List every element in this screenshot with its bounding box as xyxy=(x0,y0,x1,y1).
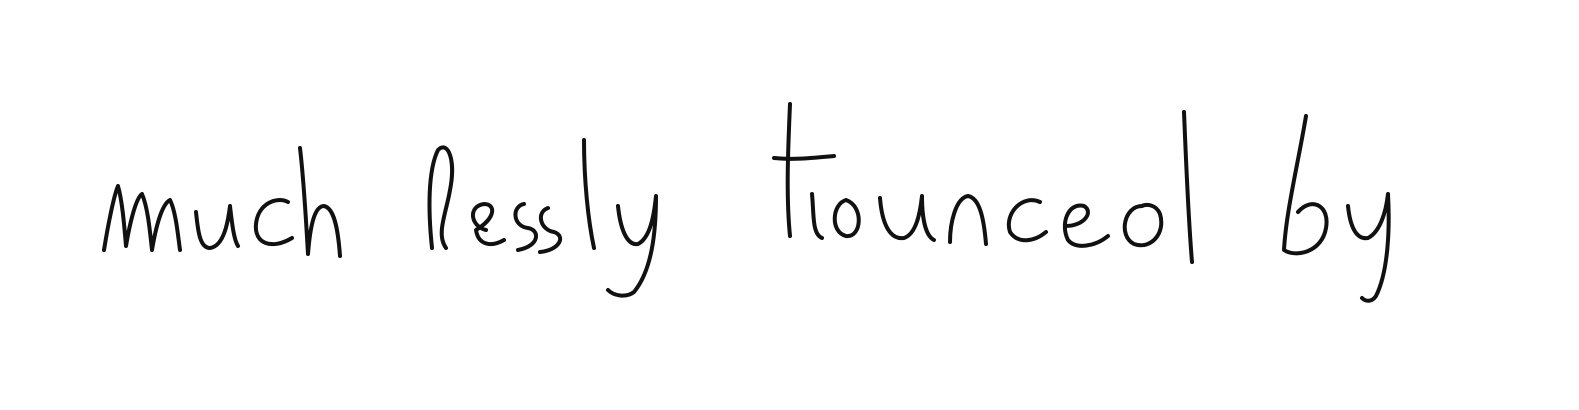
handwritten-word-lessly xyxy=(430,140,656,296)
handwritten-word-much xyxy=(104,148,340,256)
handwritten-word-trounced xyxy=(774,104,1192,262)
handwritten-word-by xyxy=(1284,116,1389,301)
